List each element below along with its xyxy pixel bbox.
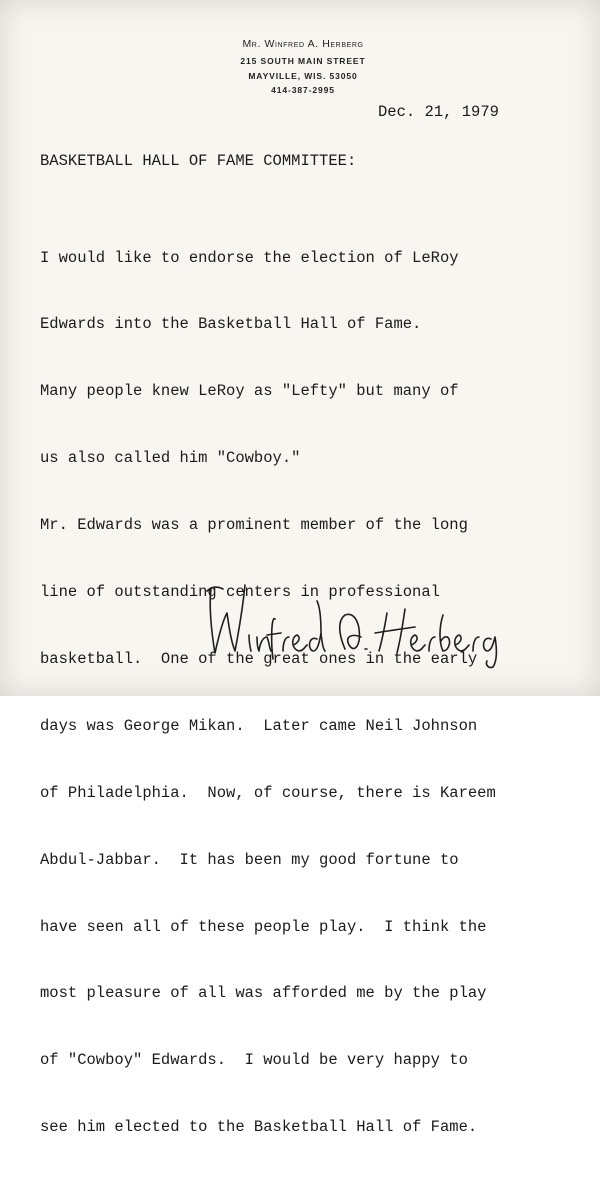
body-line: I would like to endorse the election of LeRoy	[40, 248, 459, 267]
body-line: Many people knew LeRoy as "Lefty" but many of	[40, 382, 459, 401]
letter-body	[40, 202, 496, 1183]
body-line: of Philadelphia. Now, of course, there is Kareem	[40, 783, 496, 802]
letterhead-name: Mr. Winfred A. Herberg	[242, 38, 364, 50]
body-line: Abdul-Jabbar. It has been my good fortune to	[40, 850, 459, 869]
body-line: of "Cowboy" Edwards. I would be very happy to	[40, 1051, 468, 1070]
body-line: see him elected to the Basketball Hall of Fame.	[40, 1118, 478, 1137]
handwritten-signature	[205, 575, 525, 670]
body-line: Mr. Edwards was a prominent member of the long	[40, 516, 468, 535]
body-line: Edwards into the Basketball Hall of Fame.	[40, 315, 422, 334]
body-line: have seen all of these people play. I think the	[40, 917, 487, 936]
letterhead-phone: 414-387-2995	[271, 85, 335, 95]
letterhead-street: 215 SOUTH MAIN STREET	[240, 56, 366, 66]
body-line: us also called him "Cowboy."	[40, 449, 301, 468]
body-line: days was George Mikan. Later came Neil Johnson	[40, 716, 478, 735]
letter-date: Dec. 21, 1979	[378, 103, 499, 121]
body-line: line of outstanding centers in professional	[40, 583, 440, 602]
body-line: basketball. One of the great ones in the early	[40, 649, 478, 668]
letterhead-city: MAYVILLE, WIS. 53050	[248, 71, 358, 81]
salutation: BASKETBALL HALL OF FAME COMMITTEE:	[40, 152, 357, 170]
body-line: most pleasure of all was afforded me by the play	[40, 984, 487, 1003]
